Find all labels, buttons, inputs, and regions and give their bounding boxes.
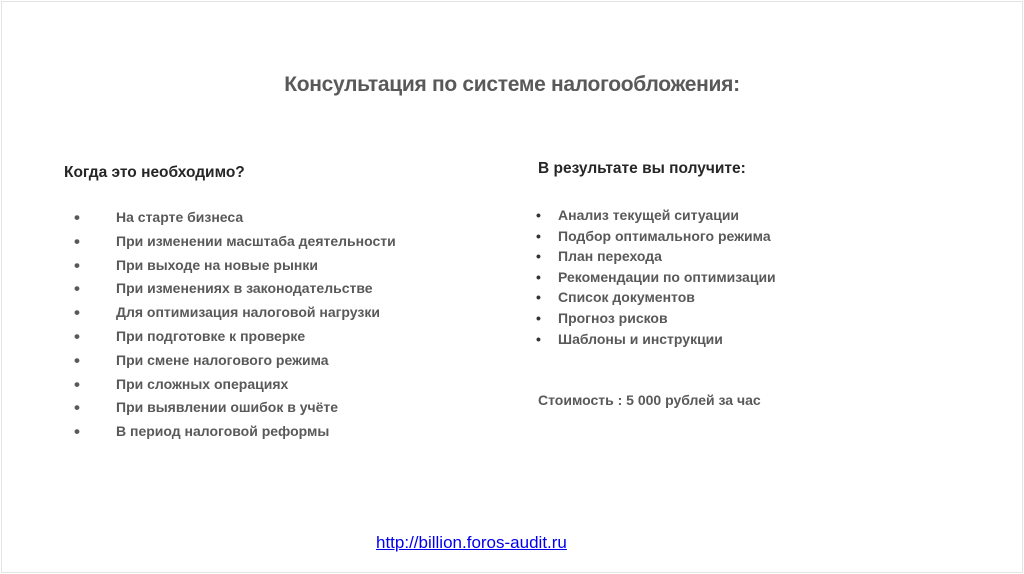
- list-item: • При смене налогового режима: [74, 349, 396, 373]
- list-item: • При выявлении ошибок в учёте: [74, 396, 396, 420]
- website-link[interactable]: http://billion.foros-audit.ru: [376, 533, 567, 552]
- when-list: [74, 206, 396, 444]
- list-item: • При выходе на новые рынки: [74, 254, 396, 278]
- list-item: • Для оптимизация налоговой нагрузки: [74, 301, 396, 325]
- list-item: • Прогноз рисков: [536, 308, 776, 329]
- list-item: • При сложных операциях: [74, 373, 396, 397]
- slide-title: Консультация по системе налогообложения:: [284, 73, 740, 96]
- list-item: • На старте бизнеса: [74, 206, 396, 230]
- list-item: • При изменении масштаба деятельности: [74, 230, 396, 254]
- result-list: [536, 205, 776, 349]
- list-item: • Подбор оптимального режима: [536, 226, 776, 247]
- list-item: • Анализ текущей ситуации: [536, 205, 776, 226]
- result-heading: В результате вы получите:: [538, 160, 746, 177]
- list-item: • Рекомендации по оптимизации: [536, 267, 776, 288]
- list-item: • При подготовке к проверке: [74, 325, 396, 349]
- list-item: • План перехода: [536, 246, 776, 267]
- list-item: • При изменениях в законодательстве: [74, 277, 396, 301]
- price-text: Стоимость : 5 000 рублей за час: [538, 392, 761, 408]
- list-item: • В период налоговой реформы: [74, 420, 396, 444]
- list-item: • Шаблоны и инструкции: [536, 329, 776, 350]
- list-item: • Список документов: [536, 287, 776, 308]
- when-heading: Когда это необходимо?: [64, 164, 245, 181]
